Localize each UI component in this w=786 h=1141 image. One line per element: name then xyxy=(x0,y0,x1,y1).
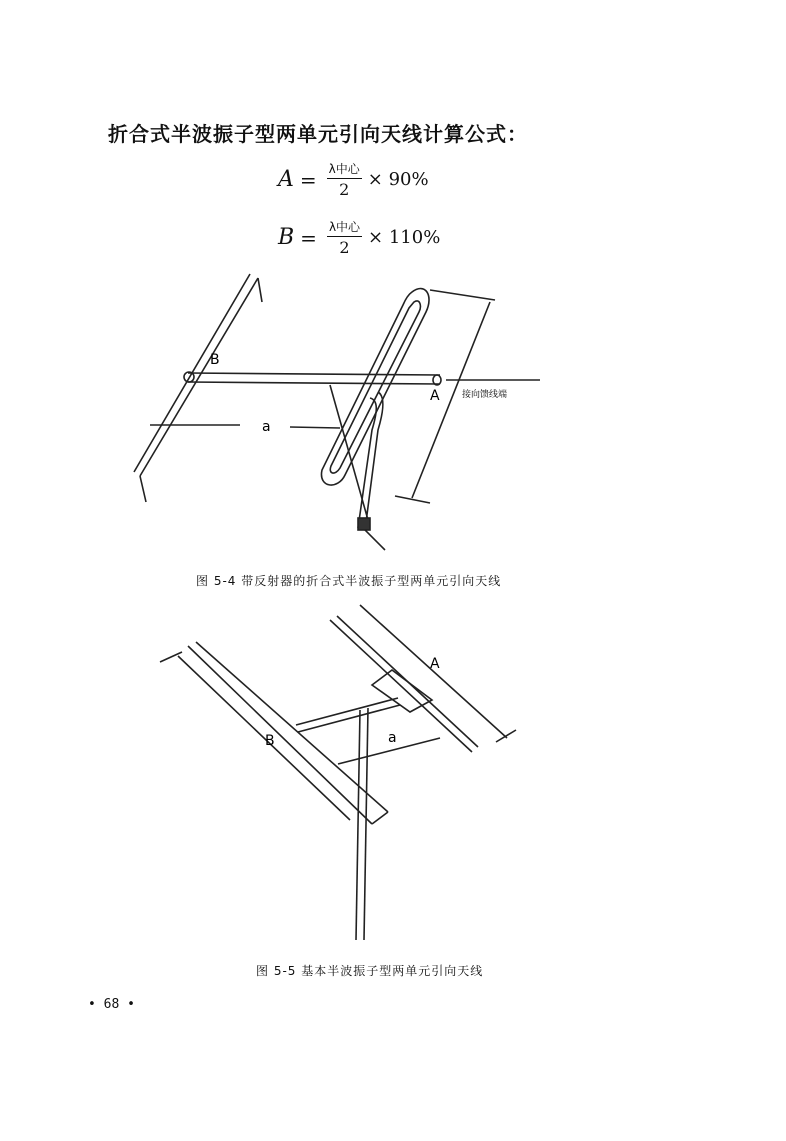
formula-b-numerator: λ中心 xyxy=(327,218,362,237)
formula-a-equals: = xyxy=(299,167,317,192)
formula-b-equals: = xyxy=(300,225,317,250)
formula-a-factor: × 90% xyxy=(367,169,429,190)
formula-b-denominator: 2 xyxy=(339,238,350,257)
formula-b-factor: × 110% xyxy=(368,227,441,248)
formula-a-fraction xyxy=(327,160,362,199)
formula-a xyxy=(278,160,429,199)
folded-dipole-outer xyxy=(321,289,429,486)
reflector-rod-line1 xyxy=(140,278,258,476)
formula-b xyxy=(278,218,440,257)
formula-a-variable: A xyxy=(278,167,294,192)
reflector-rod-line2 xyxy=(134,274,250,472)
director-rod-line1 xyxy=(330,620,472,752)
figure1-label-a: A xyxy=(430,388,440,404)
boom-line1 xyxy=(188,373,440,375)
figure-5-5-caption: 图 5-5 基本半波振子型两单元引向天线 xyxy=(256,964,484,978)
figure1-label-b: B xyxy=(210,352,220,368)
figure-5-4-caption: 图 5-4 带反射器的折合式半波振子型两单元引向天线 xyxy=(196,574,502,588)
mast-line1 xyxy=(356,710,360,940)
figure2-label-distance: a xyxy=(388,730,397,746)
page-number: • 68 • xyxy=(88,997,135,1012)
formula-b-variable: B xyxy=(278,225,295,250)
figure1-label-distance: a xyxy=(262,419,271,435)
formula-b-fraction xyxy=(327,218,362,257)
folded-dipole-inner xyxy=(330,301,420,473)
boom5-line1 xyxy=(296,698,398,725)
boom-line2 xyxy=(188,382,440,384)
figure2-label-b: B xyxy=(265,733,275,749)
formula-a-denominator: 2 xyxy=(339,180,350,199)
figure2-label-a: A xyxy=(430,656,440,672)
formula-a-numerator: λ中心 xyxy=(327,160,362,179)
section-heading: 折合式半波振子型两单元引向天线计算公式： xyxy=(108,122,528,146)
figure1-feed-annotation: 接向馈线端 xyxy=(462,390,508,400)
reflector-rod-line1 xyxy=(188,646,372,824)
feed-plate xyxy=(372,670,432,712)
